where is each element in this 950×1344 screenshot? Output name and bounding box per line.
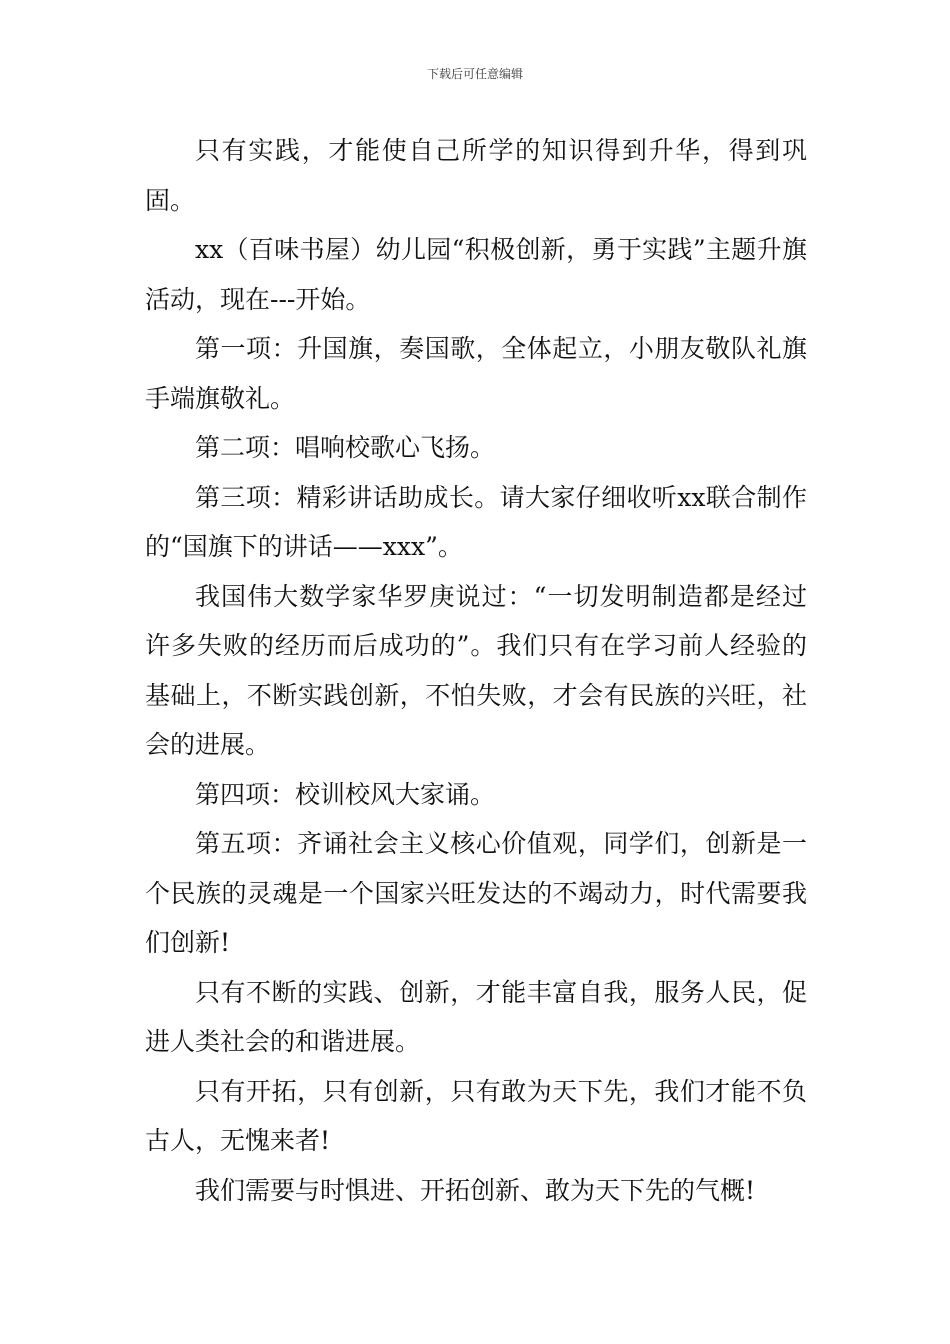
paragraph: 第一项：升国旗，奏国歌，全体起立，小朋友敬队礼旗手端旗敬礼。	[145, 334, 807, 413]
paragraph: 我国伟大数学家华罗庚说过：“一切发明制造都是经过许多失败的经历而后成功的”。我们只有在学习前人经验的基础上，不断实践创新，不怕失败，才会有民族的兴旺，社会的进展。	[145, 581, 807, 759]
page-header: 下载后可任意编辑	[426, 67, 523, 81]
paragraph: 只有实践，才能使自己所学的知识得到升华，得到巩固。	[145, 136, 807, 215]
paragraph: 第二项：唱响校歌心飞扬。	[195, 433, 496, 462]
paragraph: 只有开拓，只有创新，只有敢为天下先，我们才能不负古人，无愧来者!	[145, 1076, 807, 1155]
paragraph: 只有不断的实践、创新，才能丰富自我，服务人民，促进人类社会的和谐进展。	[145, 977, 807, 1056]
paragraph: 第四项：校训校风大家诵。	[195, 779, 496, 809]
paragraph: 第五项：齐诵社会主义核心价值观，同学们，创新是一个民族的灵魂是一个国家兴旺发达的不竭动力，时代需要我们创新!	[145, 829, 807, 957]
paragraph: xx（百味书屋）幼儿园“积极创新，勇于实践”主题升旗活动，现在---开始。	[145, 235, 807, 314]
document-body	[145, 126, 807, 1215]
paragraph: 第三项：精彩讲话助成长。请大家仔细收听xx联合制作的“国旗下的讲话——xxx”。	[145, 482, 807, 561]
paragraph: 我们需要与时惧进、开拓创新、敢为天下先的气概!	[195, 1175, 756, 1205]
